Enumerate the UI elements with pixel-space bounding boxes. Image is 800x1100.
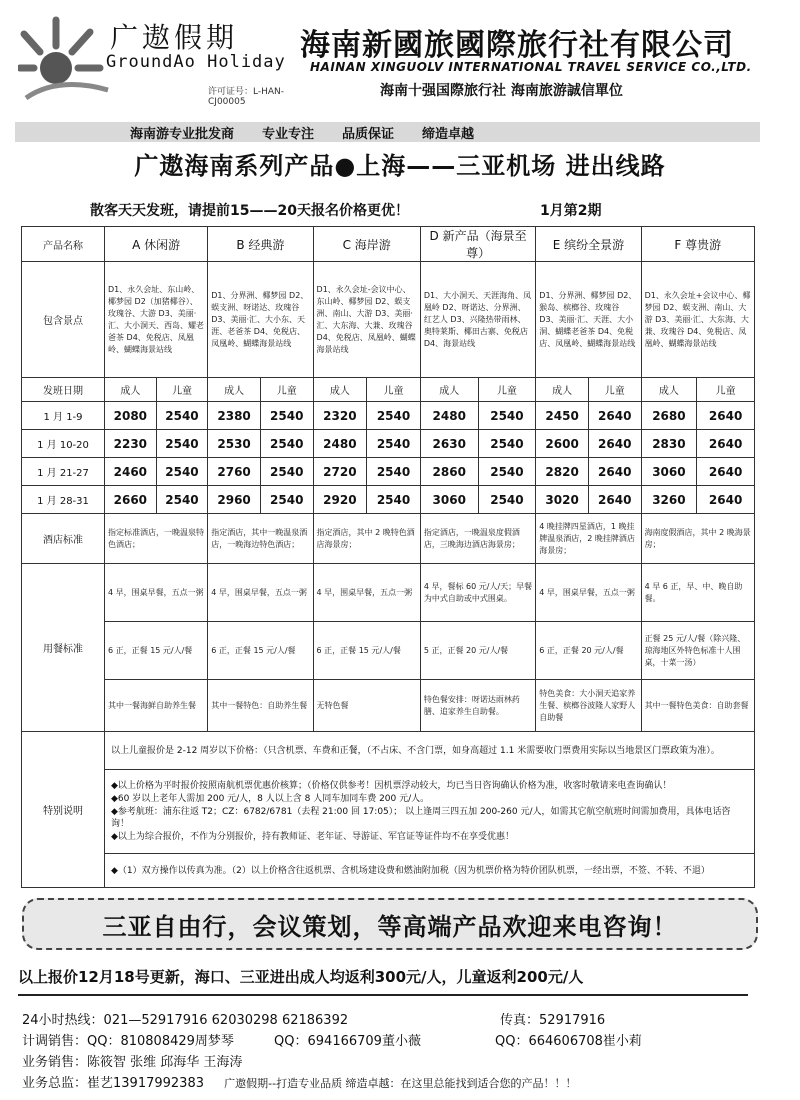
product-c: C 海岸游 [313,227,420,262]
price-cell: 2860 [420,458,478,486]
product-a: A 休闲游 [105,227,208,262]
date-header-row [22,378,755,402]
slogan-item: 海南游专业批发商 [130,126,235,142]
meal-main-e: 6 正，正餐 20 元/人/餐 [536,622,641,680]
scenic-b: D1、分界洲、椰梦园 D2、蜈支洲、呀诺达、玫瑰谷 D3、美丽·汇、大小东、天涯、老爸茶 D4、免税店、凤凰岭、蝴蝶海景站线 [208,262,313,378]
scenic-label: 包含景点 [22,262,105,378]
product-f: F 尊贵游 [641,227,754,262]
hotel-e: 4 晚挂牌四星酒店，1 晚挂牌温泉酒店，2 晚挂牌酒店海景房； [536,514,641,564]
hotel-f: 海南度假酒店，其中 2 晚海景房； [641,514,754,564]
adult-header: 成人 [208,378,261,402]
price-cell: 2600 [536,430,589,458]
sun-logo-icon [18,10,118,105]
price-cell: 2540 [367,430,421,458]
price-cell: 2630 [420,430,478,458]
departure-date: 1 月 10-20 [22,430,105,458]
price-cell: 2540 [367,486,421,514]
child-header: 儿童 [697,378,755,402]
hotline: 24小时热线：021—52917916 62030298 62186392 [22,1013,349,1028]
company-logo [18,10,298,105]
price-cell: 2640 [588,430,641,458]
sales-staff: 业务销售：陈筱智 张维 邱海华 王海涛 [22,1055,243,1070]
price-cell: 2720 [313,458,367,486]
price-cell: 2540 [156,402,208,430]
hotel-a: 指定标准酒店，一晚温泉特色酒店； [105,514,208,564]
price-cell: 2540 [478,430,536,458]
meal-special-d: 特色餐安排：呀诺达雨林药膳、追家养生自助餐。 [420,680,535,732]
price-cell: 2540 [260,486,313,514]
price-table [21,226,755,888]
hotel-c: 指定酒店，其中 2 晚特色酒店海景房； [313,514,420,564]
meal-main-b: 6 正，正餐 15 元/人/餐 [208,622,313,680]
meal-breakfast-a: 4 早，围桌早餐，五点一粥 [105,564,208,622]
price-cell: 2640 [697,430,755,458]
child-header: 儿童 [588,378,641,402]
note-line: ◆以上价格为平时报价按照南航机票优惠价核算；（价格仅供参考！因机票浮动较大，均已当日咨询确认价格为准，收客时敬请来电查询确认！ [111,781,672,791]
product-header-row [22,227,755,262]
scenic-e: D1、分界洲、椰梦园 D2、猴岛、槟榔谷、玫瑰谷 D3、美丽·汇、天涯、大小洞、蝴蝶老爸茶 D4、免税店、凤凰岭、蝴蝶海景站线 [536,262,641,378]
product-d: D 新产品（海景至尊） [420,227,535,262]
page-title: 广遨海南系列产品●上海——三亚机场 进出线路 [134,152,666,180]
slogan-item: 品质保证 [342,126,395,142]
price-cell: 2480 [420,402,478,430]
hotel-label: 酒店标准 [22,514,105,564]
price-cell: 2540 [156,486,208,514]
notes-bottom: ◆（1）双方操作以传真为准。（2）以上价格含往返机票、含机场建设费和燃油附加税（因为机票价格为特价团队机票，一经出票，不签、不转、不退） [105,854,755,888]
child-header: 儿童 [367,378,421,402]
price-cell: 2380 [208,402,261,430]
price-cell: 2680 [641,402,697,430]
price-cell: 2540 [367,402,421,430]
hotel-b: 指定酒店，其中一晚温泉酒店，一晚海边特色酒店； [208,514,313,564]
scenic-a: D1、永久会址、东山岭、椰梦园 D2（加猪椰谷）、玫瑰谷、大游 D3、美丽·汇、大小洞天、西岛、耀老爸茶 D4、免税店、凤凰岭、蝴蝶海景站线 [105,262,208,378]
price-cell: 2540 [478,402,536,430]
slogan-item: 缔造卓越 [422,126,475,142]
director-row [22,1072,583,1091]
price-row [22,430,755,458]
product-e: E 缤纷全景游 [536,227,641,262]
adult-header: 成人 [641,378,697,402]
price-cell: 3060 [641,458,697,486]
sales-qq: QQ：664606708崔小莉 [495,1034,642,1049]
price-cell: 3020 [536,486,589,514]
price-cell: 3260 [641,486,697,514]
meal-breakfast-row [22,564,755,622]
notes-mid-row [22,770,755,854]
meal-special-f: 其中一餐特色美食：自助套餐 [641,680,754,732]
price-cell: 2540 [367,458,421,486]
price-row [22,402,755,430]
adult-header: 成人 [536,378,589,402]
promo-banner: 三亚自由行，会议策划，等高端产品欢迎来电咨询！ [22,898,758,950]
logo-english-name: GroundAo Holiday [106,52,286,72]
price-cell: 2480 [313,430,367,458]
meal-main-f: 正餐 25 元/人/餐（除兴隆、琼海地区外特色标准十人围桌，十菜一汤） [641,622,754,680]
price-cell: 2540 [478,458,536,486]
issue-label: 1月第2期 [540,203,602,219]
price-row [22,486,755,514]
hotel-row [22,514,755,564]
price-cell: 3060 [420,486,478,514]
notes-child-row [22,732,755,770]
adult-header: 成人 [105,378,157,402]
departure-date: 1 月 28-31 [22,486,105,514]
price-cell: 2320 [313,402,367,430]
special-label: 特别说明 [22,732,105,888]
page-header [10,8,790,108]
scenic-c: D1、永久会址-会议中心、东山岭、椰梦园 D2、蜈支洲、南山、大游 D3、美丽·汇、大东海、大兼、玫瑰谷 D4、免税店、凤凰岭、蝴蝶海景站线 [313,262,420,378]
price-cell: 2540 [260,402,313,430]
booking-subtitle: 散客天天发班，请提前15——20天报名价格更优！ [90,203,409,219]
price-cell: 2540 [260,430,313,458]
price-cell: 2640 [588,486,641,514]
note-line: ◆以上为综合报价，不作为分别报价，持有教师证、老年证、导游证、军官证等证件均不在享受优惠！ [111,832,514,842]
child-header: 儿童 [260,378,313,402]
price-cell: 2660 [105,486,157,514]
departure-date: 1 月 1-9 [22,402,105,430]
price-cell: 2640 [697,402,755,430]
price-cell: 2080 [105,402,157,430]
meal-special-c: 无特色餐 [313,680,420,732]
price-cell: 2640 [588,402,641,430]
scenic-row [22,262,755,378]
fax-number: 传真：52917916 [500,1013,606,1028]
sales-qq: 计调销售：QQ：810808429周梦琴 [22,1034,234,1049]
price-cell: 2540 [156,430,208,458]
sales-qq-row [22,1030,427,1049]
price-cell: 2460 [105,458,157,486]
notes-mid [105,770,755,854]
notes-bottom-row [22,854,755,888]
price-cell: 2760 [208,458,261,486]
meal-breakfast-f: 4 早 6 正，早、中、晚自助餐。 [641,564,754,622]
meal-breakfast-e: 4 早，围桌早餐，五点一粥 [536,564,641,622]
meal-main-row [22,622,755,680]
meal-label: 用餐标准 [22,564,105,732]
child-header: 儿童 [478,378,536,402]
meal-main-c: 6 正，正餐 15 元/人/餐 [313,622,420,680]
meal-main-d: 5 正，正餐 20 元/人/餐 [420,622,535,680]
price-cell: 2540 [260,458,313,486]
price-cell: 2640 [697,458,755,486]
license-number: 许可证号：L-HAN-CJ00005 [208,87,285,107]
product-label: 产品名称 [22,227,105,262]
product-b: B 经典游 [208,227,313,262]
meal-special-row [22,680,755,732]
price-cell: 2820 [536,458,589,486]
price-cell: 2450 [536,402,589,430]
hotel-d: 指定酒店，一晚温泉度假酒店，三晚海边酒店海景房； [420,514,535,564]
agency-tagline: 海南十强国際旅行社 海南旅游誠信單位 [380,83,623,99]
slogan-bar [15,122,760,142]
price-cell: 2920 [313,486,367,514]
adult-header: 成人 [313,378,367,402]
meal-breakfast-b: 4 早，围桌早餐，五点一粥 [208,564,313,622]
note-line: ◆60 岁以上老年人需加 200 元/人，8 人以上含 8 人同车加同车费 200 元/人。 [111,794,430,804]
note-line: ◆参考航班：浦东往返 T2；CZ：6782/6781（去程 21:00 回 17:05）； 以上逢周三四五加 200-260 元/人，如需其它航空航班时间需加费用，具体电话咨询！ [111,807,731,829]
price-row [22,458,755,486]
director: 业务总监：崔艺13917992383 [22,1076,204,1091]
adult-header: 成人 [420,378,478,402]
update-notice: 以上报价12月18号更新，海口、三亚进出成人均返利300元/人，儿童返利200元/人 [18,968,584,986]
meal-special-a: 其中一餐海鲜自助养生餐 [105,680,208,732]
price-cell: 2830 [641,430,697,458]
footer-tagline: 广遨假期--打造专业品质 缔造卓越：在这里总能找到适合您的产品！！！ [224,1077,577,1090]
price-cell: 2230 [105,430,157,458]
price-cell: 2540 [478,486,536,514]
sales-qq: QQ：694166709董小薇 [274,1034,421,1049]
child-header: 儿童 [156,378,208,402]
price-cell: 2640 [697,486,755,514]
price-cell: 2540 [156,458,208,486]
price-cell: 2960 [208,486,261,514]
notes-child: 以上儿童报价是 2-12 周岁以下价格：（只含机票、车费和正餐，（不占床、不含门票，如身高超过 1.1 米需要收门票费用实际以当地景区门票政策为准）。 [105,732,755,770]
slogan-item: 专业专注 [262,126,315,142]
scenic-d: D1、大小洞天、天涯海角、凤凰岭 D2、呀诺达、分界洲、红艺人 D3、兴隆热带雨林、奥特莱斯、椰田古寨、免税店 D4、海景站线 [420,262,535,378]
date-label: 发班日期 [22,378,105,402]
meal-special-b: 其中一餐特色：自助养生餐 [208,680,313,732]
logo-chinese-name: 广遨假期 [110,21,239,54]
agency-english-name: HAINAN XINGUOLV INTERNATIONAL TRAVEL SERVICE CO.,LTD. [310,60,752,74]
price-cell: 2640 [588,458,641,486]
agency-chinese-name: 海南新國旅國際旅行社有限公司 [300,28,734,63]
meal-main-a: 6 正，正餐 15 元/人/餐 [105,622,208,680]
footer-divider [18,994,748,996]
meal-breakfast-c: 4 早，围桌早餐，五点一粥 [313,564,420,622]
price-cell: 2530 [208,430,261,458]
scenic-f: D1、永久会址+会议中心、椰梦园 D2、蜈支洲、南山、大游 D3、美丽·汇、大东海、大兼、玫瑰谷 D4、免税店、凤凰岭、蝴蝶海景站线 [641,262,754,378]
departure-date: 1 月 21-27 [22,458,105,486]
meal-special-e: 特色美食：大小洞天追家养生餐、槟榔谷波隆人家野人自助餐 [536,680,641,732]
meal-breakfast-d: 4 早，餐标 60 元/人/天；早餐为中式自助或中式围桌。 [420,564,535,622]
